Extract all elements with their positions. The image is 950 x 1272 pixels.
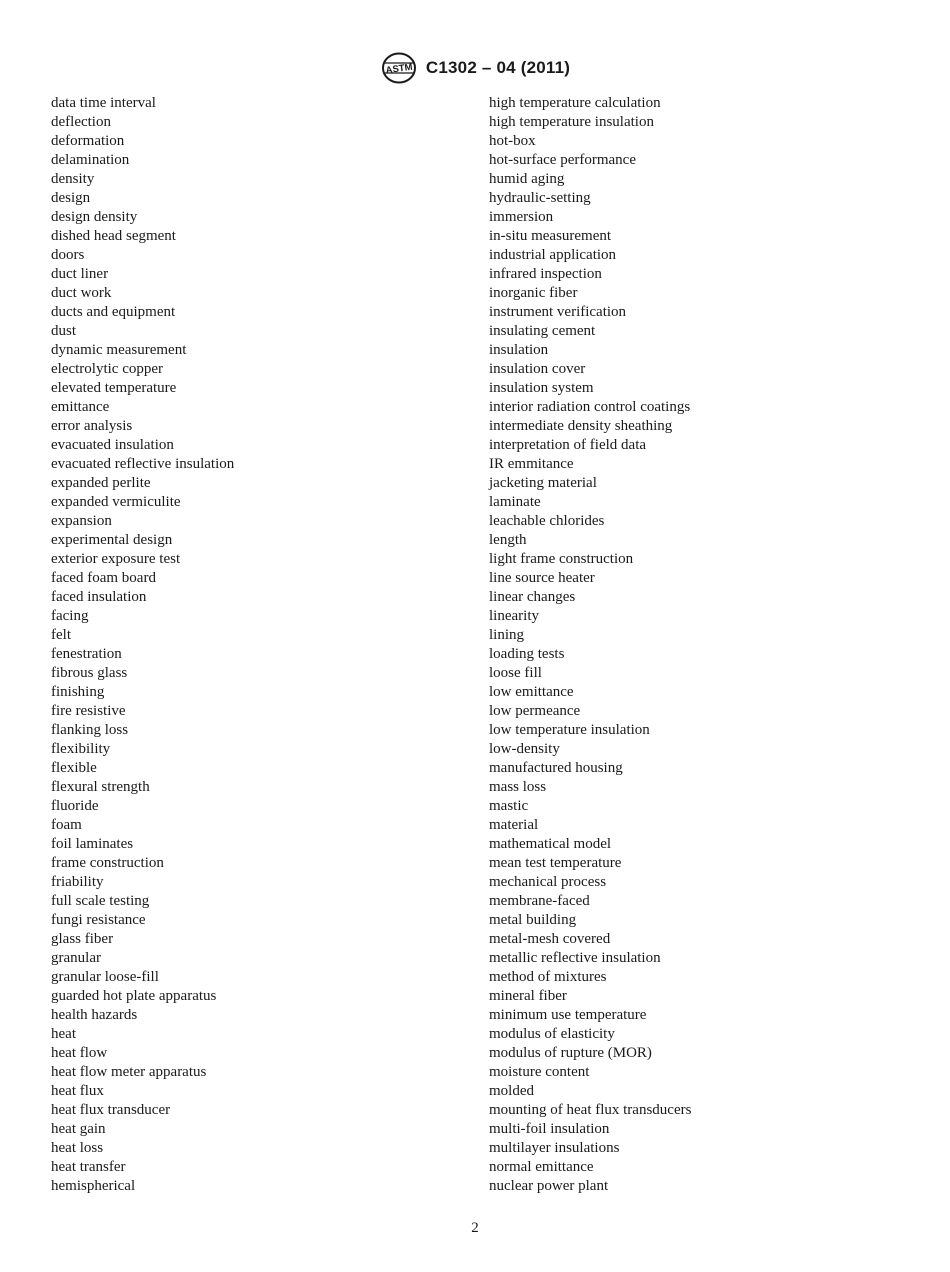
term-item: mathematical model (489, 836, 612, 852)
term-item: insulation cover (489, 361, 586, 377)
term-item: hydraulic-setting (489, 190, 591, 206)
term-item: mechanical process (489, 874, 607, 890)
term-item: data time interval (51, 95, 156, 111)
term-item: heat flow (51, 1045, 108, 1061)
term-item: instrument verification (489, 304, 627, 320)
term-item: industrial application (489, 247, 617, 263)
term-item: expanded perlite (51, 475, 151, 491)
term-item: foam (51, 817, 82, 833)
term-item: exterior exposure test (51, 551, 181, 567)
term-item: humid aging (489, 171, 565, 187)
term-item: low emittance (489, 684, 574, 700)
term-item: intermediate density sheathing (489, 418, 673, 434)
term-item: heat loss (51, 1140, 104, 1156)
term-item: method of mixtures (489, 969, 607, 985)
term-item: dynamic measurement (51, 342, 187, 358)
term-item: flexural strength (51, 779, 150, 795)
term-item: fungi resistance (51, 912, 146, 928)
terms-column-right (489, 94, 691, 1196)
term-item: heat flux transducer (51, 1102, 171, 1118)
term-item: faced insulation (51, 589, 147, 605)
term-item: heat flux (51, 1083, 104, 1099)
term-item: granular (51, 950, 101, 966)
term-item: design (51, 190, 91, 206)
term-item: evacuated insulation (51, 437, 174, 453)
term-item: modulus of elasticity (489, 1026, 615, 1042)
term-item: heat transfer (51, 1159, 126, 1175)
term-item: foil laminates (51, 836, 134, 852)
term-item: duct liner (51, 266, 109, 282)
term-item: felt (51, 627, 71, 643)
term-item: granular loose-fill (51, 969, 159, 985)
term-item: mean test temperature (489, 855, 622, 871)
term-item: loading tests (489, 646, 565, 662)
term-item: elevated temperature (51, 380, 177, 396)
term-item: high temperature insulation (489, 114, 654, 130)
term-item: density (51, 171, 95, 187)
term-item: in-situ measurement (489, 228, 612, 244)
term-item: fenestration (51, 646, 122, 662)
term-item: hemispherical (51, 1178, 136, 1194)
term-item: mounting of heat flux transducers (489, 1102, 692, 1118)
term-item: experimental design (51, 532, 173, 548)
term-item: dished head segment (51, 228, 176, 244)
term-item: interpretation of field data (489, 437, 647, 453)
term-item: glass fiber (51, 931, 114, 947)
term-item: linear changes (489, 589, 576, 605)
term-item: modulus of rupture (MOR) (489, 1045, 652, 1061)
term-item: insulation system (489, 380, 594, 396)
term-item: membrane-faced (489, 893, 590, 909)
term-item: metallic reflective insulation (489, 950, 661, 966)
term-item: low permeance (489, 703, 581, 719)
term-item: multilayer insulations (489, 1140, 620, 1156)
term-item: insulating cement (489, 323, 596, 339)
term-item: facing (51, 608, 89, 624)
term-item: heat flow meter apparatus (51, 1064, 207, 1080)
term-item: duct work (51, 285, 112, 301)
term-item: fluoride (51, 798, 99, 814)
term-item: minimum use temperature (489, 1007, 647, 1023)
term-item: low temperature insulation (489, 722, 650, 738)
term-item: flanking loss (51, 722, 129, 738)
term-item: multi-foil insulation (489, 1121, 610, 1137)
term-item: molded (489, 1083, 534, 1099)
page-number: 2 (471, 1220, 479, 1236)
term-item: delamination (51, 152, 130, 168)
term-item: low-density (489, 741, 560, 757)
term-item: deflection (51, 114, 111, 130)
astm-logo-icon (380, 52, 418, 84)
term-item: mastic (489, 798, 529, 814)
term-item: hot-surface performance (489, 152, 636, 168)
term-item: heat (51, 1026, 76, 1042)
term-item: ducts and equipment (51, 304, 176, 320)
document-id: C1302 – 04 (2011) (425, 58, 571, 77)
term-item: leachable chlorides (489, 513, 605, 529)
term-item: faced foam board (51, 570, 156, 586)
term-item: IR emmitance (489, 456, 574, 472)
term-item: doors (51, 247, 85, 263)
term-item: finishing (51, 684, 105, 700)
term-item: error analysis (51, 418, 133, 434)
term-item: line source heater (489, 570, 595, 586)
term-item: heat gain (51, 1121, 106, 1137)
term-item: fire resistive (51, 703, 126, 719)
term-item: length (489, 532, 527, 548)
term-item: light frame construction (489, 551, 634, 567)
term-item: friability (51, 874, 104, 890)
terms-column-left (51, 94, 234, 1196)
term-item: design density (51, 209, 138, 225)
term-item: mass loss (489, 779, 547, 795)
term-item: jacketing material (489, 475, 597, 491)
term-item: frame construction (51, 855, 164, 871)
term-item: manufactured housing (489, 760, 623, 776)
term-item: guarded hot plate apparatus (51, 988, 217, 1004)
term-item: flexible (51, 760, 97, 776)
term-item: evacuated reflective insulation (51, 456, 235, 472)
term-item: metal-mesh covered (489, 931, 611, 947)
term-item: electrolytic copper (51, 361, 164, 377)
svg-text:ASTM: ASTM (384, 61, 414, 77)
term-item: flexibility (51, 741, 111, 757)
term-item: hot-box (489, 133, 536, 149)
term-item: metal building (489, 912, 577, 928)
term-item: immersion (489, 209, 554, 225)
term-item: full scale testing (51, 893, 150, 909)
term-item: insulation (489, 342, 549, 358)
term-item: health hazards (51, 1007, 138, 1023)
page-header (0, 52, 950, 84)
term-item: moisture content (489, 1064, 590, 1080)
term-item: inorganic fiber (489, 285, 578, 301)
term-item: lining (489, 627, 525, 643)
term-item: linearity (489, 608, 539, 624)
term-item: infrared inspection (489, 266, 602, 282)
term-item: high temperature calculation (489, 95, 661, 111)
term-item: loose fill (489, 665, 542, 681)
term-item: nuclear power plant (489, 1178, 609, 1194)
term-item: mineral fiber (489, 988, 567, 1004)
term-item: interior radiation control coatings (489, 399, 691, 415)
term-item: material (489, 817, 539, 833)
term-item: deformation (51, 133, 125, 149)
term-item: normal emittance (489, 1159, 594, 1175)
term-item: fibrous glass (51, 665, 128, 681)
term-item: dust (51, 323, 77, 339)
term-item: expansion (51, 513, 112, 529)
term-item: laminate (489, 494, 541, 510)
term-item: expanded vermiculite (51, 494, 181, 510)
term-item: emittance (51, 399, 110, 415)
